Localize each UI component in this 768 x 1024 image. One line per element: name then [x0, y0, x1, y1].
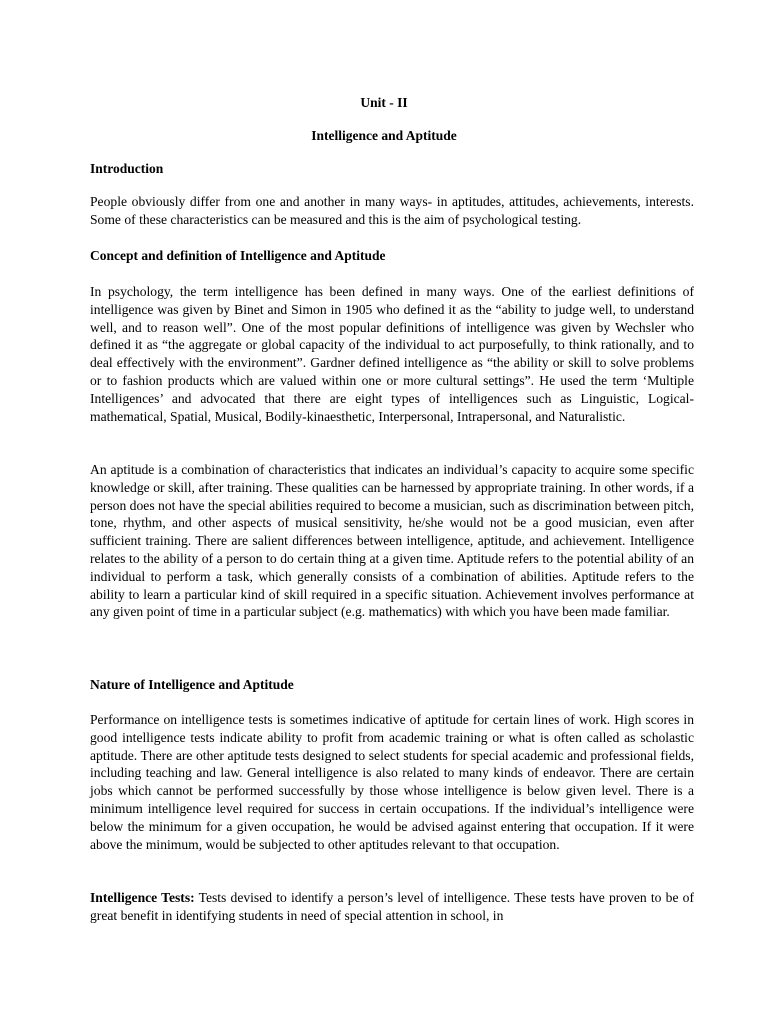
unit-title: Unit - II: [360, 95, 408, 110]
nature-paragraph-1: Performance on intelligence tests is sometimes indicative of aptitude for certain lines of work. High scores in good intelligence tests indicate ability to profit from academic training or what is often called as scholastic aptitude. There are other aptitude tests designed to select students for special academic and professional fields, including teaching and law. General intelligence is also related to many kinds of endeavor. There are certain jobs which cannot be performed successfully by those whose intelligence is below given level. There is a minimum intelligence level required for success in certain occupations. If the individual’s intelligence were below the minimum for a given occupation, he would be advised against entering that occupation. If it were above the minimum, would be subjected to other aptitudes relevant to that occupation.: [90, 712, 694, 852]
introduction-paragraph: People obviously differ from one and another in many ways- in aptitudes, attitudes, achievements, interests. Some of these characteristics can be measured and this is the aim of psychological testing.: [90, 194, 694, 227]
introduction-heading: Introduction: [90, 161, 164, 176]
intelligence-tests-text: Tests devised to identify a person’s level of intelligence. These tests have proven to be of great benefit in identifying students in need of special attention in school, in: [90, 890, 694, 923]
concept-heading: Concept and definition of Intelligence and Aptitude: [90, 248, 386, 263]
main-title: Intelligence and Aptitude: [311, 128, 457, 143]
intelligence-tests-lead: Intelligence Tests:: [90, 890, 195, 905]
concept-paragraph-1: In psychology, the term intelligence has been defined in many ways. One of the earliest definitions of intelligence was given by Binet and Simon in 1905 who defined it as the “ability to judge well, to understand well, and to reason well”. One of the most popular definitions of intelligence was given by Wechsler who defined it as “the aggregate or global capacity of the individual to act purposefully, to think rationally, and to deal effectively with the environment”. Gardner defined intelligence as “the ability or skill to solve problems or to fashion products which are valued within one or more cultural settings”. He used the term ‘Multiple Intelligences’ and advocated that there are eight types of intelligences such as Linguistic, Logical-mathematical, Spatial, Musical, Bodily-kinaesthetic, Interpersonal, Intrapersonal, and Naturalistic.: [90, 284, 694, 424]
intelligence-tests-paragraph: [90, 889, 694, 925]
concept-paragraph-2: An aptitude is a combination of characteristics that indicates an individual’s capacity to acquire some specific knowledge or skill, after training. These qualities can be harnessed by appropriate training. In other words, if a person does not have the special abilities required to become a musician, such as discrimination between pitch, tone, rhythm, and other aspects of musical sensitivity, he/she would not be a good musician, even after sufficient training. There are salient differences between intelligence, aptitude, and achievement. Intelligence relates to the ability of a person to do certain thing at a given time. Aptitude refers to the potential ability of an individual to perform a task, which generally consists of a combination of abilities. Aptitude refers to the ability to learn a particular kind of skill required in a specific situation. Achievement involves performance at any given point of time in a particular subject (e.g. mathematics) with which you have been made familiar.: [90, 462, 694, 620]
nature-heading: Nature of Intelligence and Aptitude: [90, 677, 294, 692]
